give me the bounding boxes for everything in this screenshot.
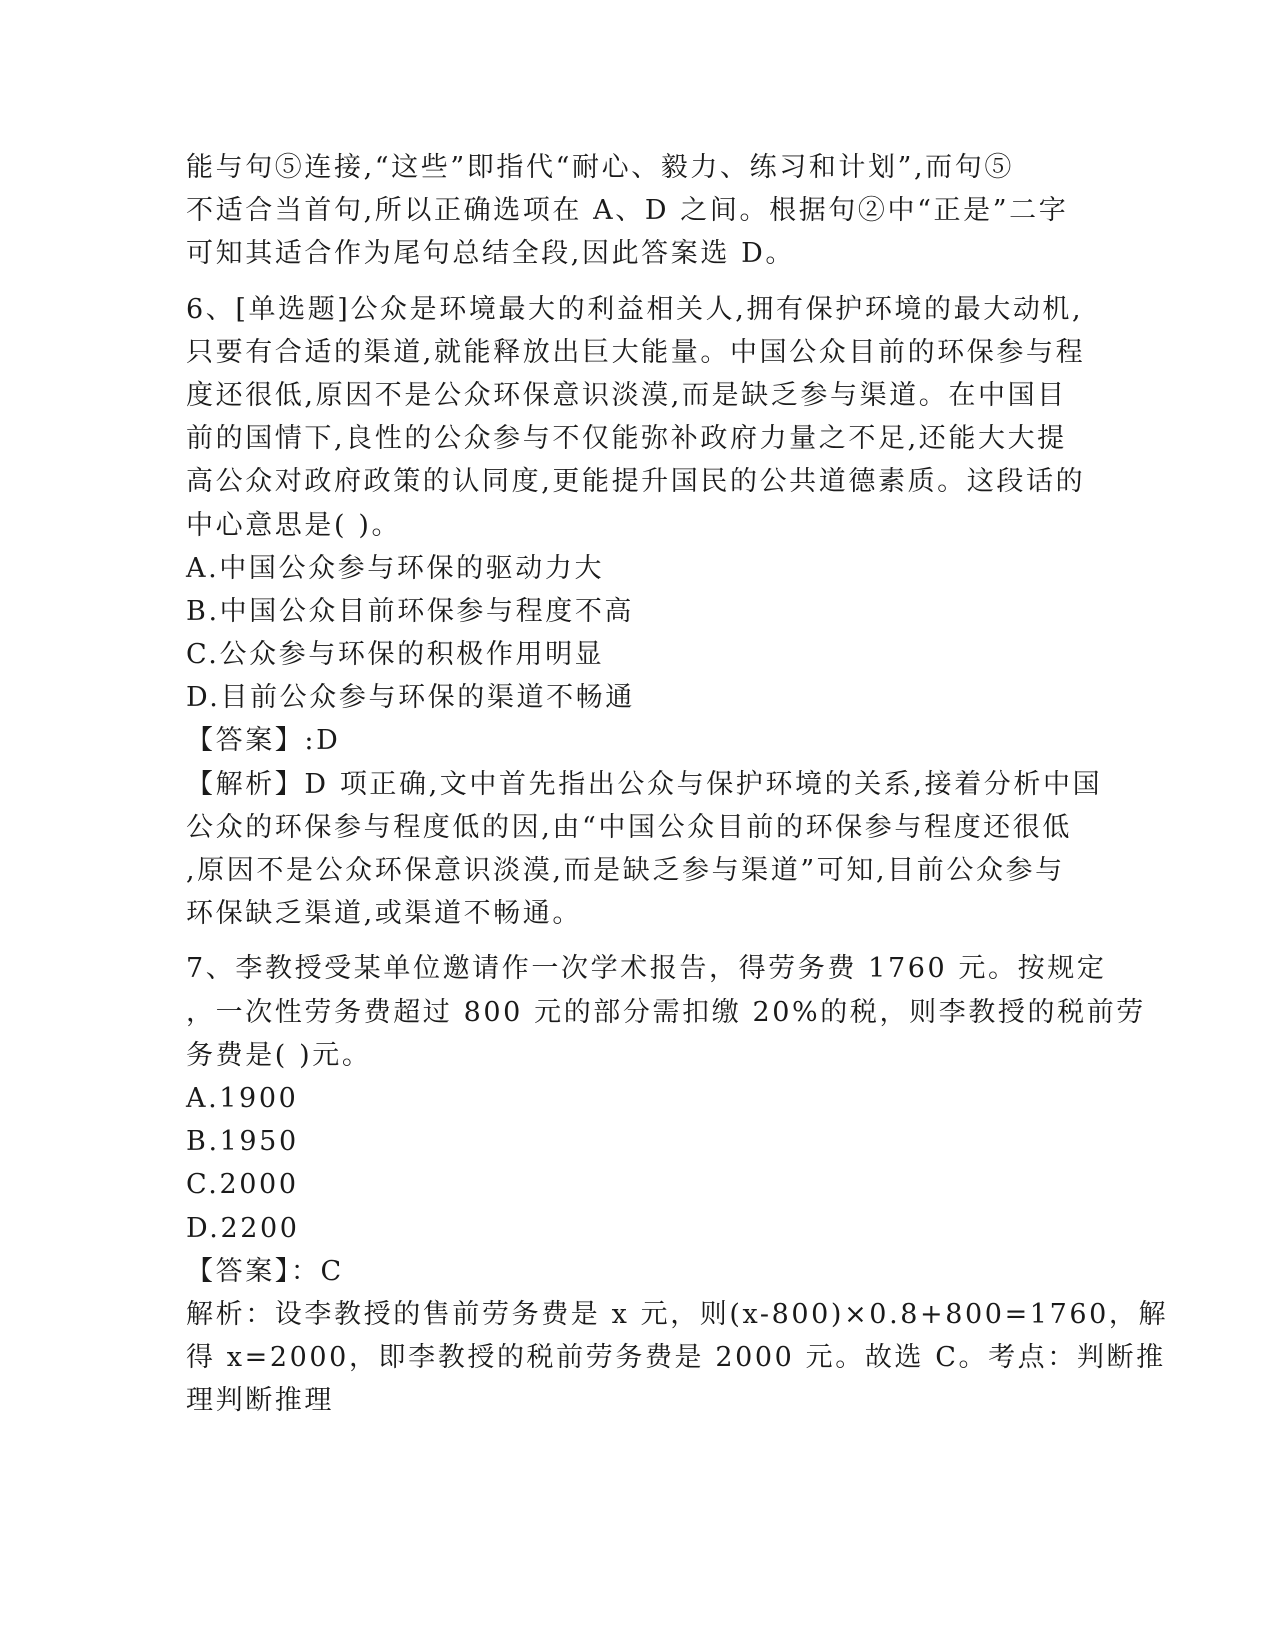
- option-b: B.中国公众目前环保参与程度不高: [186, 595, 635, 627]
- answer-line: 【答案】：C: [186, 1255, 344, 1287]
- question-7: [186, 947, 1169, 1422]
- question-stem-line: 高公众对政府政策的认同度,更能提升国民的公共道德素质。这段话的: [186, 466, 1086, 498]
- text-line: 不适合当首句,所以正确选项在 A、D 之间。根据句②中“正是”二字: [186, 195, 1069, 227]
- answer-line: 【答案】:D: [186, 725, 341, 757]
- explanation-line: 公众的环保参与程度低的因,由“中国公众目前的环保参与程度还很低: [186, 811, 1072, 843]
- text-line: 能与句⑤连接,“这些”即指代“耐心、毅力、练习和计划”,而句⑤: [186, 152, 1014, 183]
- question-stem-line: 前的国情下,良性的公众参与不仅能弥补政府力量之不足,还能大大提: [186, 423, 1067, 455]
- option-a: A.1900: [186, 1082, 299, 1114]
- question-stem-line: ，一次性劳务费超过 800 元的部分需扣缴 20%的税，则李教授的税前劳: [186, 996, 1146, 1028]
- explanation-line: 得 x=2000，即李教授的税前劳务费是 2000 元。故选 C。考点：判断推: [186, 1342, 1166, 1374]
- page-content: [186, 146, 1169, 1422]
- question-stem-line: 务费是( )元。: [186, 1039, 372, 1071]
- paragraph-gap: [186, 935, 1086, 947]
- explanation-line: 环保缺乏渠道,或渠道不畅通。: [186, 898, 582, 930]
- explanation-line: 【解析】D 项正确,文中首先指出公众与保护环境的关系,接着分析中国: [186, 768, 1103, 800]
- question-stem-line: 中心意思是( )。: [186, 509, 402, 541]
- option-d: D.2200: [186, 1212, 300, 1244]
- question-stem-line: 7、李教授受某单位邀请作一次学术报告，得劳务费 1760 元。按规定: [186, 953, 1107, 985]
- question-stem-line: 度还很低,原因不是公众环保意识淡漠,而是缺乏参与渠道。在中国目: [186, 379, 1067, 411]
- paragraph-gap: [186, 276, 1086, 288]
- option-c: C.公众参与环保的积极作用明显: [186, 639, 605, 671]
- option-d: D.目前公众参与环保的渠道不畅通: [186, 682, 635, 714]
- question-6: [186, 288, 1103, 936]
- explanation-line: 解析：设李教授的售前劳务费是 x 元，则(x-800)×0.8+800=1760，解: [186, 1298, 1169, 1330]
- option-b: B.1950: [186, 1126, 299, 1158]
- explanation-line: ,原因不是公众环保意识淡漠,而是缺乏参与渠道”可知,目前公众参与: [186, 855, 1065, 886]
- question-stem-line: 6、[单选题]公众是环境最大的利益相关人,拥有保护环境的最大动机,: [186, 293, 1084, 325]
- option-c: C.2000: [186, 1169, 299, 1201]
- previous-explanation-continued: [186, 146, 1086, 276]
- question-stem-line: 只要有合适的渠道,就能释放出巨大能量。中国公众目前的环保参与程: [186, 336, 1086, 368]
- explanation-line: 理判断推理: [186, 1385, 334, 1417]
- text-line: 可知其适合作为尾句总结全段,因此答案选 D。: [186, 238, 796, 270]
- option-a: A.中国公众参与环保的驱动力大: [186, 552, 605, 584]
